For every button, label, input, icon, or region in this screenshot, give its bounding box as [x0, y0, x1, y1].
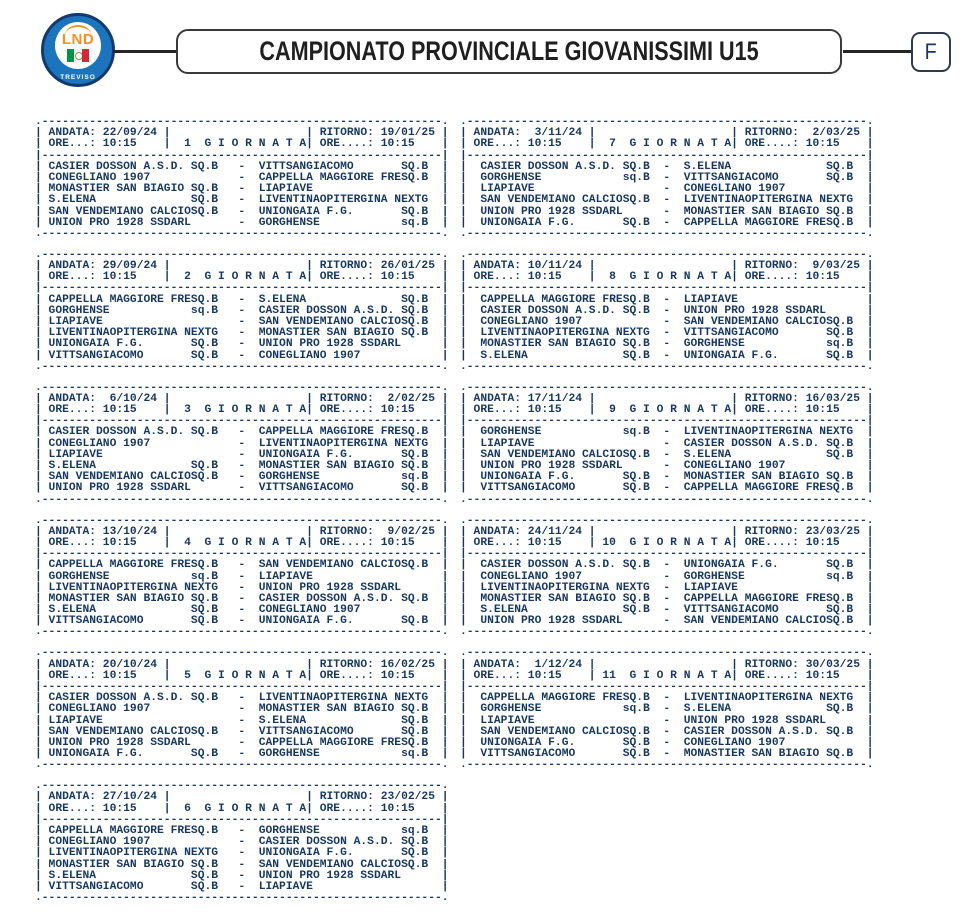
match-row: | CONEGLIANO 1907 - CAPPELLA MAGGIORE FRESQ.B |	[35, 171, 449, 184]
block-dates-row: | ANDATA: 29/09/24 | | RITORNO: 26/01/25 |	[35, 260, 449, 273]
match-row: | UNIONGAIA F.G. SQ.B - UNION PRO 1928 SSDARL |	[35, 338, 449, 351]
block-bottom-border: .-----------------------------------------------------------.	[460, 626, 874, 639]
match-row: | S.ELENA SQ.B - LIVENTINAOPITERGINA NEXTG |	[35, 194, 449, 207]
block-separator: |-----------------------------------------------------------|	[35, 415, 449, 428]
match-row: | VITTSANGIACOMO SQ.B - MONASTIER SAN BIAGIO SQ.B |	[460, 748, 874, 761]
block-top-border: .-----------------------------------------------------------.	[35, 780, 449, 793]
lnd-acronym: LND	[61, 31, 95, 48]
block-round-row: | ORE...: 10:15 | 2 G I O R N A T A| ORE....: 10:15 |	[35, 271, 449, 284]
block-round-row: | ORE...: 10:15 | 3 G I O R N A T A| ORE....: 10:15 |	[35, 404, 449, 417]
match-row: | LIVENTINAOPITERGINA NEXTG - LIAPIAVE |	[460, 581, 874, 594]
match-row: | LIAPIAVE - CASIER DOSSON A.S.D. SQ.B |	[460, 437, 874, 450]
match-row: | CAPPELLA MAGGIORE FRESQ.B - SAN VENDEMIANO CALCIOSQ.B |	[35, 559, 449, 572]
block-round-row: | ORE...: 10:15 | 4 G I O R N A T A| ORE....: 10:15 |	[35, 536, 449, 549]
block-round-row: | ORE...: 10:15 | 11 G I O R N A T A| ORE....: 10:15 |	[460, 669, 874, 682]
block-top-border: .-----------------------------------------------------------.	[35, 514, 449, 527]
match-row: | MONASTIER SAN BIAGIO SQ.B - LIAPIAVE |	[35, 183, 449, 196]
giornata-10-block	[460, 516, 880, 639]
match-row: | SAN VENDEMIANO CALCIOSQ.B - S.ELENA SQ.B |	[460, 448, 874, 461]
match-row: | VITTSANGIACOMO SQ.B - CAPPELLA MAGGIORE FRESQ.B |	[460, 482, 874, 495]
match-row: | UNIONGAIA F.G. SQ.B - CAPPELLA MAGGIORE FRESQ.B |	[460, 216, 874, 229]
match-row: | VITTSANGIACOMO SQ.B - LIAPIAVE |	[35, 880, 449, 893]
match-row: | SAN VENDEMIANO CALCIOSQ.B - VITTSANGIACOMO SQ.B |	[35, 725, 449, 738]
match-row: | MONASTIER SAN BIAGIO SQ.B - SAN VENDEMIANO CALCIOSQ.B |	[35, 858, 449, 871]
match-row: | CASIER DOSSON A.S.D. SQ.B - VITTSANGIACOMO SQ.B |	[35, 160, 449, 173]
match-row: | CONEGLIANO 1907 - CASIER DOSSON A.S.D. SQ.B |	[35, 836, 449, 849]
flag-white-band	[74, 49, 81, 62]
block-separator: |-----------------------------------------------------------|	[35, 282, 449, 295]
block-bottom-border: .-----------------------------------------------------------.	[460, 360, 874, 373]
block-separator: |-----------------------------------------------------------|	[460, 681, 874, 693]
block-dates-row: | ANDATA: 20/10/24 | | RITORNO: 16/02/25 |	[35, 658, 449, 671]
match-row: | GORGHENSE sq.B - LIAPIAVE |	[35, 570, 449, 583]
match-row: | UNION PRO 1928 SSDARL - CONEGLIANO 1907 |	[460, 460, 874, 473]
block-round-row: | ORE...: 10:15 | 8 G I O R N A T A| ORE....: 10:15 |	[460, 271, 874, 284]
match-row: | CASIER DOSSON A.S.D. SQ.B - UNION PRO 1928 SSDARL |	[460, 304, 874, 317]
match-row: | CONEGLIANO 1907 - MONASTIER SAN BIAGIO SQ.B |	[35, 703, 449, 716]
flag-green-band	[67, 49, 74, 62]
match-row: | LIAPIAVE - UNIONGAIA F.G. SQ.B |	[35, 448, 449, 461]
match-row: | CONEGLIANO 1907 - LIVENTINAOPITERGINA NEXTG |	[35, 437, 449, 450]
block-bottom-border: .-----------------------------------------------------------.	[35, 626, 449, 639]
page-letter-box	[911, 32, 951, 72]
match-row: | LIVENTINAOPITERGINA NEXTG - VITTSANGIACOMO SQ.B |	[460, 327, 874, 340]
block-bottom-border: .-----------------------------------------------------------.	[35, 360, 449, 373]
match-row: | CONEGLIANO 1907 - SAN VENDEMIANO CALCIOSQ.B |	[460, 315, 874, 328]
match-row: | UNION PRO 1928 SSDARL - CAPPELLA MAGGIORE FRESQ.B |	[35, 736, 449, 749]
left-column	[35, 117, 455, 914]
block-bottom-border: .-----------------------------------------------------------.	[460, 227, 874, 240]
block-dates-row: | ANDATA: 10/11/24 | | RITORNO: 9/03/25 |	[460, 260, 874, 273]
block-bottom-border: .-----------------------------------------------------------.	[35, 493, 449, 506]
match-row: | S.ELENA SQ.B - MONASTIER SAN BIAGIO SQ.B |	[35, 460, 449, 473]
block-bottom-border: .-----------------------------------------------------------.	[460, 493, 874, 506]
block-separator: |-----------------------------------------------------------|	[460, 548, 874, 561]
block-top-border: .-----------------------------------------------------------.	[460, 116, 874, 128]
match-row: | S.ELENA SQ.B - UNIONGAIA F.G. SQ.B |	[460, 349, 874, 362]
match-row: | LIVENTINAOPITERGINA NEXTG - UNION PRO 1928 SSDARL |	[35, 581, 449, 594]
match-row: | SAN VENDEMIANO CALCIOSQ.B - UNIONGAIA F.G. SQ.B |	[35, 205, 449, 218]
match-row: | LIAPIAVE - SAN VENDEMIANO CALCIOSQ.B |	[35, 315, 449, 328]
match-row: | LIVENTINAOPITERGINA NEXTG - MONASTIER SAN BIAGIO SQ.B |	[35, 327, 449, 340]
match-row: | UNION PRO 1928 SSDARL - GORGHENSE sq.B |	[35, 216, 449, 229]
block-top-border: .-----------------------------------------------------------.	[35, 381, 449, 394]
match-row: | CASIER DOSSON A.S.D. SQ.B - CAPPELLA MAGGIORE FRESQ.B |	[35, 426, 449, 439]
match-row: | CASIER DOSSON A.S.D. SQ.B - S.ELENA SQ.B |	[460, 160, 874, 173]
match-row: | SAN VENDEMIANO CALCIOSQ.B - LIVENTINAOPITERGINA NEXTG |	[460, 194, 874, 207]
giornata-2-block	[35, 250, 455, 373]
lnd-logo-inner	[55, 22, 101, 69]
giornata-9-block	[460, 383, 880, 506]
match-row: | MONASTIER SAN BIAGIO SQ.B - GORGHENSE sq.B |	[460, 338, 874, 351]
block-round-row: | ORE...: 10:15 | 9 G I O R N A T A| ORE....: 10:15 |	[460, 404, 874, 417]
match-row: | UNION PRO 1928 SSDARL - SAN VENDEMIANO CALCIOSQ.B |	[460, 615, 874, 628]
block-dates-row: | ANDATA: 3/11/24 | | RITORNO: 2/03/25 |	[460, 127, 874, 140]
block-bottom-border: .-----------------------------------------------------------.	[460, 759, 874, 772]
block-top-border: .-----------------------------------------------------------.	[35, 248, 449, 261]
match-row: | UNIONGAIA F.G. SQ.B - CONEGLIANO 1907 |	[460, 736, 874, 749]
match-row: | UNION PRO 1928 SSDARL - VITTSANGIACOMO SQ.B |	[35, 482, 449, 495]
match-row: | UNION PRO 1928 SSDARL - MONASTIER SAN BIAGIO SQ.B |	[460, 205, 874, 218]
block-top-border: .-----------------------------------------------------------.	[35, 647, 449, 660]
block-top-border: .-----------------------------------------------------------.	[460, 248, 874, 261]
connector-line-left	[113, 50, 176, 53]
match-row: | GORGHENSE sq.B - CASIER DOSSON A.S.D. SQ.B |	[35, 304, 449, 317]
match-row: | LIAPIAVE - UNION PRO 1928 SSDARL |	[460, 714, 874, 727]
block-top-border: .-----------------------------------------------------------.	[460, 647, 874, 660]
lnd-logo	[41, 13, 115, 87]
title-box	[176, 29, 842, 74]
match-row: | SAN VENDEMIANO CALCIOSQ.B - CASIER DOSSON A.S.D. SQ.B |	[460, 725, 874, 738]
match-row: | S.ELENA SQ.B - UNION PRO 1928 SSDARL |	[35, 869, 449, 882]
block-round-row: | ORE...: 10:15 | 10 G I O R N A T A| ORE....: 10:15 |	[460, 536, 874, 549]
match-row: | LIVENTINAOPITERGINA NEXTG - UNIONGAIA F.G. SQ.B |	[35, 847, 449, 860]
match-row: | MONASTIER SAN BIAGIO SQ.B - CASIER DOSSON A.S.D. SQ.B |	[35, 592, 449, 605]
block-separator: |-----------------------------------------------------------|	[35, 149, 449, 162]
match-row: | UNIONGAIA F.G. SQ.B - MONASTIER SAN BIAGIO SQ.B |	[460, 471, 874, 484]
page-letter: F	[924, 39, 938, 64]
block-top-border: .-----------------------------------------------------------.	[460, 514, 874, 527]
province-label: TREVISO	[60, 74, 96, 81]
block-dates-row: | ANDATA: 6/10/24 | | RITORNO: 2/02/25 |	[35, 392, 449, 405]
match-row: | MONASTIER SAN BIAGIO SQ.B - CAPPELLA MAGGIORE FRESQ.B |	[460, 592, 874, 605]
match-row: | CAPPELLA MAGGIORE FRESQ.B - S.ELENA SQ.B |	[35, 293, 449, 306]
block-bottom-border: .-----------------------------------------------------------.	[35, 227, 449, 240]
giornata-1-block	[35, 117, 455, 240]
giornata-7-block	[460, 117, 880, 240]
block-dates-row: | ANDATA: 27/10/24 | | RITORNO: 23/02/25 |	[35, 791, 449, 804]
match-row: | CASIER DOSSON A.S.D. SQ.B - UNIONGAIA F.G. SQ.B |	[460, 559, 874, 572]
block-round-row: | ORE...: 10:15 | 1 G I O R N A T A| ORE....: 10:15 |	[35, 138, 449, 151]
match-row: | CONEGLIANO 1907 - GORGHENSE sq.B |	[460, 570, 874, 583]
match-row: | SAN VENDEMIANO CALCIOSQ.B - GORGHENSE sq.B |	[35, 471, 449, 484]
match-row: | CAPPELLA MAGGIORE FRESQ.B - LIAPIAVE |	[460, 293, 874, 306]
block-dates-row: | ANDATA: 22/09/24 | | RITORNO: 19/01/25 |	[35, 127, 449, 140]
match-row: | LIAPIAVE - S.ELENA SQ.B |	[35, 714, 449, 727]
block-round-row: | ORE...: 10:15 | 5 G I O R N A T A| ORE....: 10:15 |	[35, 669, 449, 682]
block-bottom-border: .-----------------------------------------------------------.	[35, 892, 449, 905]
block-separator: |-----------------------------------------------------------|	[460, 415, 874, 428]
match-row: | CAPPELLA MAGGIORE FRESQ.B - LIVENTINAOPITERGINA NEXTG |	[460, 692, 874, 705]
italy-flag-icon	[67, 49, 89, 62]
block-separator: |-----------------------------------------------------------|	[35, 681, 449, 693]
connector-line-right	[843, 50, 911, 53]
block-round-row: | ORE...: 10:15 | 6 G I O R N A T A| ORE....: 10:15 |	[35, 802, 449, 815]
block-top-border: .-----------------------------------------------------------.	[460, 381, 874, 394]
match-row: | LIAPIAVE - CONEGLIANO 1907 |	[460, 183, 874, 196]
match-row: | S.ELENA SQ.B - VITTSANGIACOMO SQ.B |	[460, 604, 874, 617]
giornata-5-block	[35, 648, 455, 771]
block-separator: |-----------------------------------------------------------|	[460, 282, 874, 295]
block-separator: |-----------------------------------------------------------|	[35, 813, 449, 826]
flag-red-band	[82, 49, 89, 62]
match-row: | VITTSANGIACOMO SQ.B - UNIONGAIA F.G. SQ.B |	[35, 615, 449, 628]
giornata-8-block	[460, 250, 880, 373]
block-separator: |-----------------------------------------------------------|	[35, 548, 449, 561]
match-row: | GORGHENSE sq.B - S.ELENA SQ.B |	[460, 703, 874, 716]
match-row: | CASIER DOSSON A.S.D. SQ.B - LIVENTINAOPITERGINA NEXTG |	[35, 692, 449, 705]
page-title: CAMPIONATO PROVINCIALE GIOVANISSIMI U15	[259, 36, 759, 66]
match-row: | GORGHENSE sq.B - VITTSANGIACOMO SQ.B |	[460, 171, 874, 184]
giornata-6-block	[35, 781, 455, 904]
match-row: | GORGHENSE sq.B - LIVENTINAOPITERGINA NEXTG |	[460, 426, 874, 439]
block-dates-row: | ANDATA: 17/11/24 | | RITORNO: 16/03/25 |	[460, 392, 874, 405]
match-row: | UNIONGAIA F.G. SQ.B - GORGHENSE sq.B |	[35, 748, 449, 761]
giornata-4-block	[35, 516, 455, 639]
match-row: | VITTSANGIACOMO SQ.B - CONEGLIANO 1907 |	[35, 349, 449, 362]
block-separator: |-----------------------------------------------------------|	[460, 149, 874, 162]
block-bottom-border: .-----------------------------------------------------------.	[35, 759, 449, 772]
match-row: | S.ELENA SQ.B - CONEGLIANO 1907 |	[35, 604, 449, 617]
right-column	[460, 117, 880, 781]
giornata-3-block	[35, 383, 455, 506]
block-top-border: .-----------------------------------------------------------.	[35, 116, 449, 128]
block-round-row: | ORE...: 10:15 | 7 G I O R N A T A| ORE....: 10:15 |	[460, 138, 874, 151]
match-row: | CAPPELLA MAGGIORE FRESQ.B - GORGHENSE sq.B |	[35, 825, 449, 838]
block-dates-row: | ANDATA: 1/12/24 | | RITORNO: 30/03/25 |	[460, 658, 874, 671]
block-dates-row: | ANDATA: 24/11/24 | | RITORNO: 23/03/25 |	[460, 525, 874, 538]
block-dates-row: | ANDATA: 13/10/24 | | RITORNO: 9/02/25 |	[35, 525, 449, 538]
giornata-11-block	[460, 648, 880, 771]
